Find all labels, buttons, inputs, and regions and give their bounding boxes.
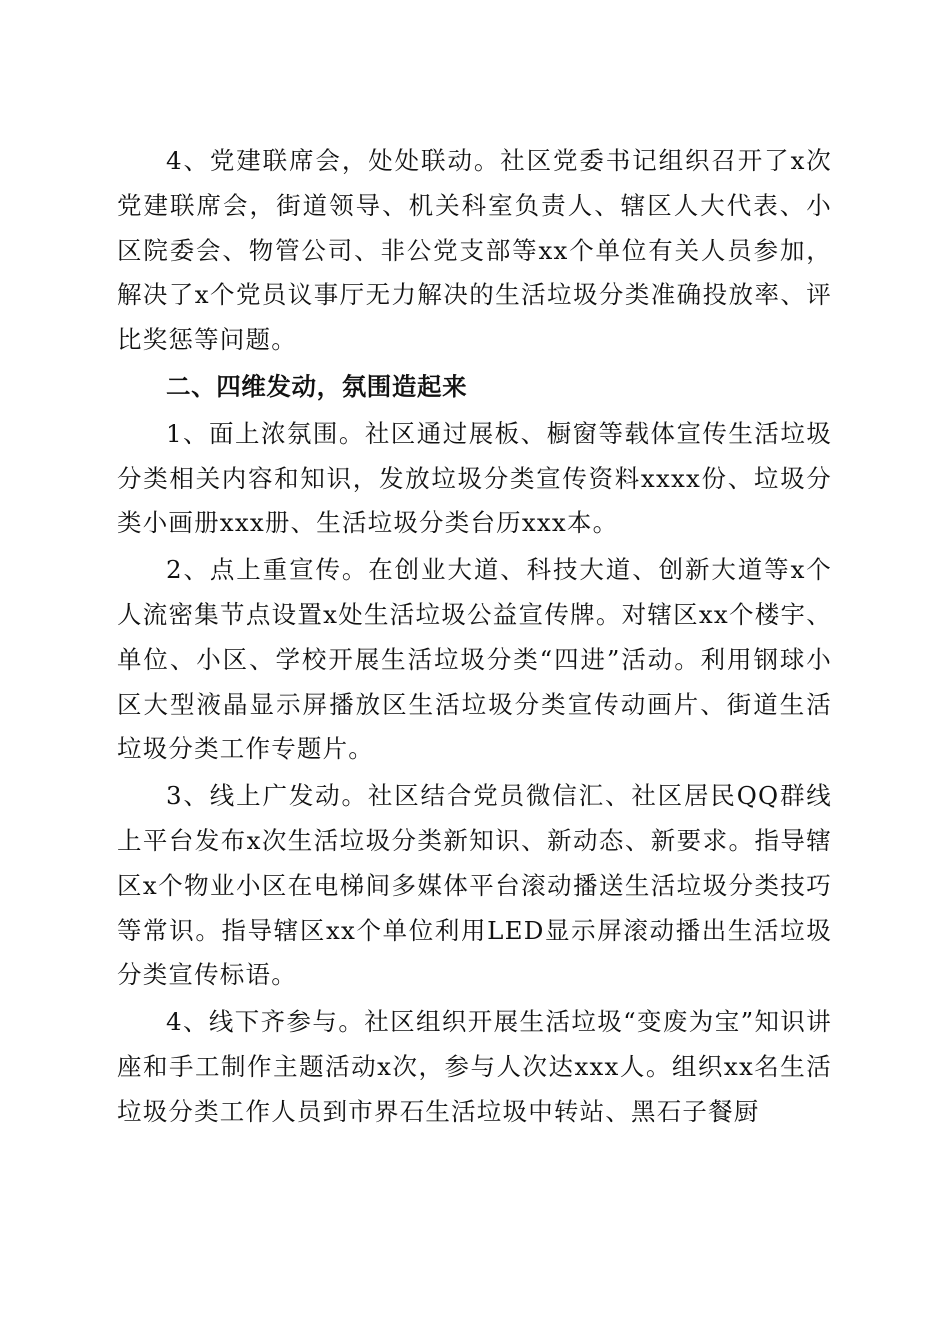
paragraph-online-mobilization: 3、线上广发动。社区结合党员微信汇、社区居民QQ群线上平台发布x次生活垃圾分类新知识、新动态、新要求。指导辖区x个物业小区在电梯间多媒体平台滚动播送生活垃圾分类技巧等常识。指导辖区xx个单位利用LED显示屏滚动播出生活垃圾分类宣传标语。 [117, 781, 832, 990]
document-body [117, 139, 832, 1137]
section-heading-four-dimensions: 二、四维发动，氛围造起来 [166, 371, 468, 401]
paragraph-surface-atmosphere: 1、面上浓氛围。社区通过展板、橱窗等载体宣传生活垃圾分类相关内容和知识，发放垃圾分类宣传资料xxxx份、垃圾分类小画册xxx册、生活垃圾分类台历xxx本。 [117, 418, 832, 538]
paragraph-offline-participation: 4、线下齐参与。社区组织开展生活垃圾“变废为宝”知识讲座和手工制作主题活动x次，参与人次达xxx人。组织xx名生活垃圾分类工作人员到市界石生活垃圾中转站、黑石子餐厨 [117, 1007, 832, 1126]
paragraph-joint-meeting: 4、党建联席会，处处联动。社区党委书记组织召开了x次党建联席会，街道领导、机关科室负责人、辖区人大代表、小区院委会、物管公司、非公党支部等xx个单位有关人员参加，解决了x个党员议事厅无力解决的生活垃圾分类准确投放率、评比奖惩等问题。 [117, 146, 832, 355]
paragraph-point-publicity: 2、点上重宣传。在创业大道、科技大道、创新大道等x个人流密集节点设置x处生活垃圾公益宣传牌。对辖区xx个楼宇、单位、小区、学校开展生活垃圾分类“四进”活动。利用钢球小区大型液晶显示屏播放区生活垃圾分类宣传动画片、街道生活垃圾分类工作专题片。 [117, 555, 832, 764]
